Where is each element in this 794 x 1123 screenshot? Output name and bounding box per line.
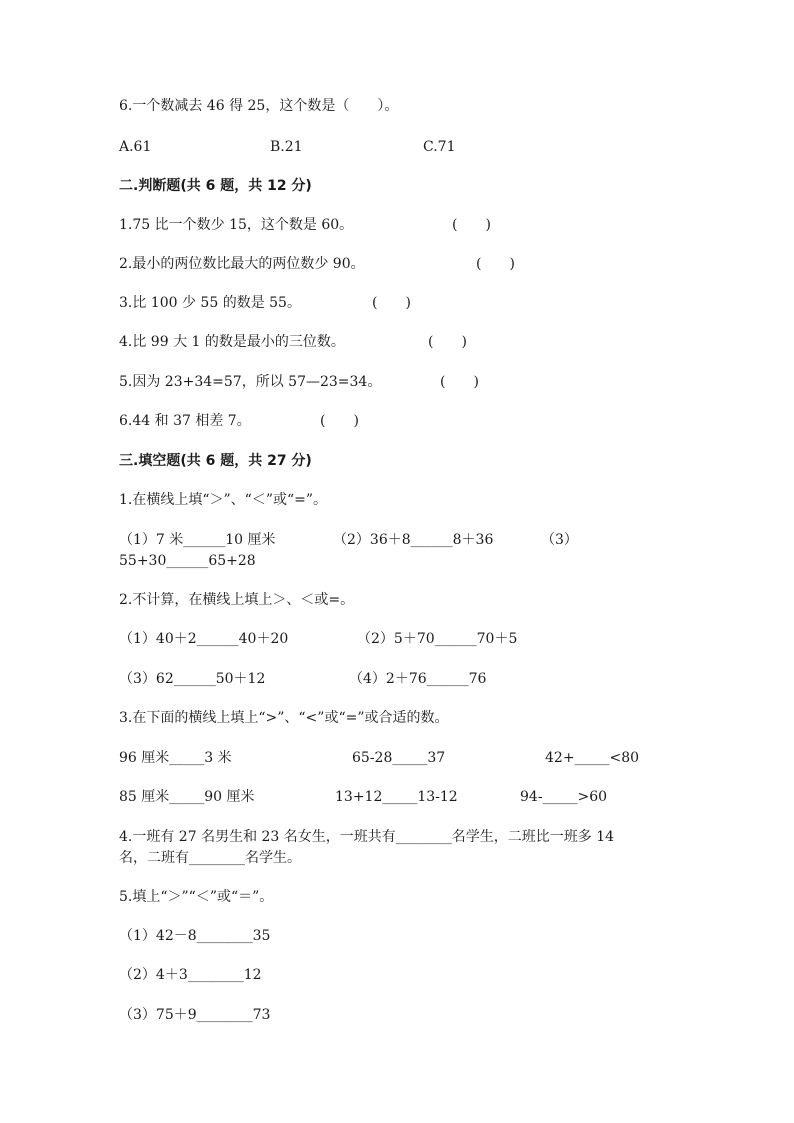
fill-q5-item-1: （1）42－8________35 — [119, 928, 271, 944]
fill-q3-item-3: 42+_____<80 — [545, 750, 640, 766]
section-3-heading: 三.填空题(共 6 题，共 27 分) — [119, 453, 312, 469]
fill-q2-item-4: （4）2＋76______76 — [349, 671, 487, 687]
fill-question-4-line-2: 名，二班有________名学生。 — [119, 850, 301, 866]
fill-q5-item-3: （3）75＋9________73 — [119, 1007, 271, 1023]
fill-question-4-line-1: 4.一班有 27 名男生和 23 名女生，一班共有________名学生，二班比一班多 14 — [119, 829, 615, 845]
tf-answer-paren-5[interactable]: ( ) — [440, 374, 479, 390]
tf-answer-paren-2[interactable]: ( ) — [476, 256, 515, 272]
fill-q2-item-3: （3）62______50＋12 — [119, 671, 266, 687]
fill-q2-item-1: （1）40＋2______40＋20 — [119, 631, 289, 647]
option-a: A.61 — [119, 139, 152, 155]
fill-q5-item-2: （2）4＋3________12 — [119, 967, 262, 983]
fill-question-1-title: 1.在横线上填“＞”、“＜”或“=”。 — [119, 492, 328, 508]
option-c: C.71 — [423, 139, 456, 155]
fill-q1-item-2: （2）36＋8______8＋36 — [333, 532, 494, 548]
tf-question-5: 5.因为 23+34=57，所以 57—23=34。 — [119, 374, 382, 390]
tf-question-1: 1.75 比一个数少 15，这个数是 60。 — [119, 217, 354, 233]
fill-q1-item-3: 55+30______65+28 — [119, 553, 256, 569]
tf-answer-paren-4[interactable]: ( ) — [428, 334, 467, 350]
fill-q3-item-2: 65-28_____37 — [352, 750, 446, 766]
tf-question-3: 3.比 100 少 55 的数是 55。 — [119, 295, 301, 311]
question-6-text: 6.一个数减去 46 得 25，这个数是（ ）。 — [119, 98, 399, 114]
fill-q3-item-6: 94-_____>60 — [520, 789, 608, 805]
fill-q3-item-1: 96 厘米_____3 米 — [119, 750, 232, 766]
fill-q1-item-1: （1）7 米______10 厘米 — [119, 532, 276, 548]
fill-q1-item-3-label: （3） — [541, 532, 578, 548]
option-b: B.21 — [270, 139, 303, 155]
section-2-heading: 二.判断题(共 6 题，共 12 分) — [119, 178, 312, 194]
tf-question-2: 2.最小的两位数比最大的两位数少 90。 — [119, 256, 365, 272]
tf-answer-paren-3[interactable]: ( ) — [372, 295, 411, 311]
tf-question-6: 6.44 和 37 相差 7。 — [119, 413, 251, 429]
tf-answer-paren-6[interactable]: ( ) — [320, 413, 359, 429]
tf-answer-paren-1[interactable]: ( ) — [452, 217, 491, 233]
fill-q2-item-2: （2）5＋70______70＋5 — [357, 631, 518, 647]
fill-question-2-title: 2.不计算，在横线上填上＞、＜或=。 — [119, 592, 355, 608]
fill-question-3-title: 3.在下面的横线上填上“>”、“<”或“=”或合适的数。 — [119, 710, 449, 726]
fill-q3-item-5: 13+12_____13-12 — [335, 789, 458, 805]
tf-question-4: 4.比 99 大 1 的数是最小的三位数。 — [119, 334, 345, 350]
fill-q3-item-4: 85 厘米_____90 厘米 — [119, 789, 255, 805]
fill-question-5-title: 5.填上“＞”“＜”或“＝”。 — [119, 889, 274, 905]
